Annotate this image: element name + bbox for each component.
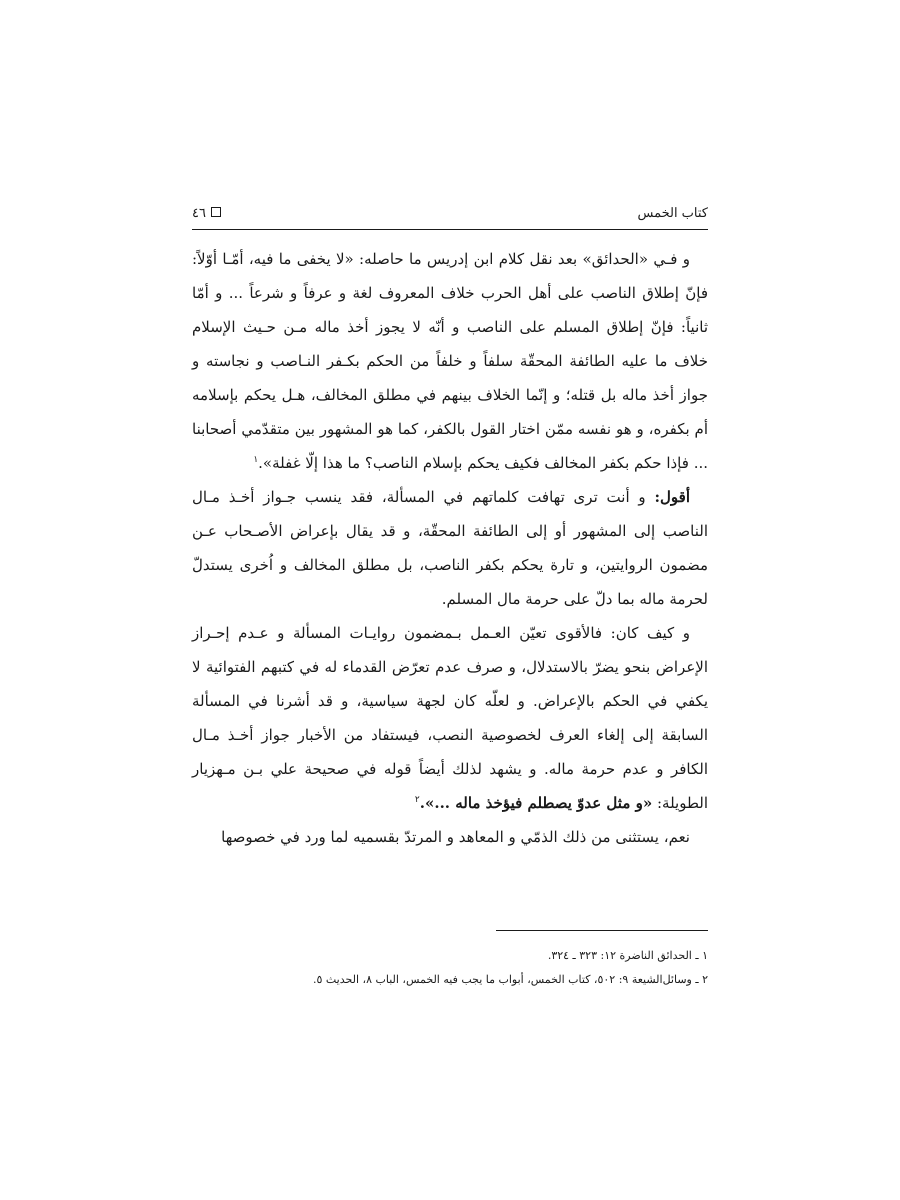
paragraph-hadaiq: [192, 242, 708, 480]
page-box-icon: [211, 207, 221, 217]
paragraph-text: و أنت ترى تهافت كلماتهم في المسألة، فقد ينسب جـواز أخـذ مـال الناصب إلى المشهور أو إلى الطائفة المحقّة، و قد يقال بإعراض الأصـحاب عـن مضمون الروايتين، و تارة يحكم بكفر الناصب، بل مطلق المخالف و اُخرى يستدلّ لحرمة ماله بما دلّ على حرمة مال المسلم.: [192, 488, 708, 608]
main-text: [192, 242, 708, 854]
running-header: [192, 204, 708, 226]
paragraph-naam: [192, 820, 708, 854]
footnote-item: ١ ـ الحدائق الناضرة ١٢: ٣٢٣ ـ ٣٢٤.: [547, 949, 708, 962]
footnote-rule: [496, 930, 708, 931]
paragraph-aqulu: [192, 480, 708, 616]
quoted-hadith: «و مثل عدوّ يصطلم فيؤخذ ماله ...».: [419, 794, 653, 812]
header-rule: [192, 229, 708, 230]
paragraph-text: و فـي «الحدائق» بعد نقل كلام ابن إدريس ما حاصله: «لا يخفى ما فيه، أمّـا أوّلاً: فإنّ إطلاق الناصب على أهل الحرب خلاف المعروف لغة و عرفاً و شرعاً ... و أمّا ثانياً: فإنّ إطلاق المسلم على الناصب و أنّه لا يجوز أخذ ماله مـن حـيث الإسلام خلاف ما عليه الطائفة المحقّة سلفاً و خلفاً من الحكم بكـفر النـاصب و نجاسته و جواز أخذ ماله بل قتله؛ و إنّما الخلاف بينهم في مطلق المخالف، هـل يحكم بإسلامه أم بكفره، و هو نفسه ممّن اختار القول بالكفر، كما هو المشهور بين متقدّمي أصحابنا ... فإذا حكم بكفر المخالف فكيف يحكم بإسلام الناصب؟ ما هذا إلّا غفلة».: [192, 250, 708, 472]
paragraph-text: نعم، يستثنى من ذلك الذمّي و المعاهد و المرتدّ بقسميه لما ورد في خصوصها: [221, 828, 690, 846]
paragraph-kayfa-kana: [192, 616, 708, 820]
footnotes: [192, 944, 708, 992]
footnote-ref: ١: [253, 455, 259, 465]
footnote-ref: ٢: [414, 795, 420, 805]
footnote-item: ٢ ـ وسائل‌الشيعة ٩: ٥٠٢، كتاب الخمس، أبواب ما يجب فيه الخمس، الباب ٨، الحديث ٥.: [312, 973, 708, 986]
running-title: كتاب الخمس: [637, 206, 708, 221]
paragraph-text: و كيف كان: فالأقوى تعيّن العـمل بـمضمون روايـات المسألة و عـدم إحـراز الإعراض بنحو يضرّ بالاستدلال، و صرف عدم تعرّض القدماء له في كتبهم الفتوائية لا يكفي في الحكم بالإعراض. و لعلّه كان لجهة سياسية، و قد أشرنا في المسألة السابقة إلى إلغاء العرف لخصوصية النصب، فيستفاد من الأخبار جواز أخـذ مـال الكافر و عدم حرمة ماله. و يشهد لذلك أيضاً قوله في صحيحة علي بـن مـهزيار الطويلة:: [192, 624, 708, 812]
page-number-block: [192, 206, 221, 221]
page-number: ٤٦: [192, 206, 206, 221]
paragraph-lead: أقول:: [654, 488, 690, 506]
